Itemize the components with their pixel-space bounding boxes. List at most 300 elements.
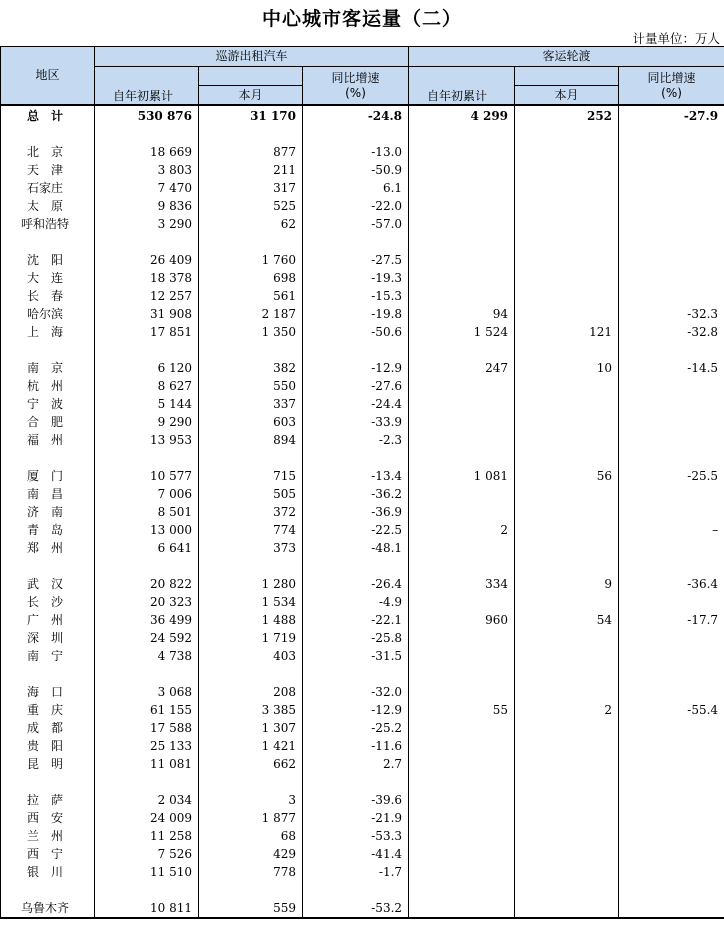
table-row bbox=[1, 161, 724, 179]
table-row bbox=[1, 611, 724, 629]
row-region: 呼和浩特 bbox=[1, 215, 95, 233]
taxi-ytd-cell: 20 323 bbox=[95, 593, 199, 611]
ferry-yoy-cell bbox=[619, 647, 724, 665]
table-row bbox=[1, 431, 724, 449]
ferry-ytd-cell bbox=[409, 485, 515, 503]
spacer-row bbox=[1, 233, 724, 251]
table-row bbox=[1, 413, 724, 431]
header-ferry-group: 客运轮渡 bbox=[409, 47, 724, 67]
taxi-month-cell: 211 bbox=[199, 161, 303, 179]
taxi-month-cell: 603 bbox=[199, 413, 303, 431]
ferry-month-cell bbox=[515, 143, 619, 161]
ferry-month-cell bbox=[515, 197, 619, 215]
ferry-yoy-cell: -27.9 bbox=[619, 105, 724, 125]
taxi-month-cell: 382 bbox=[199, 359, 303, 377]
row-region: 兰 州 bbox=[1, 827, 95, 845]
ferry-yoy-cell bbox=[619, 593, 724, 611]
ferry-ytd-cell bbox=[409, 395, 515, 413]
ferry-month-cell: 252 bbox=[515, 105, 619, 125]
taxi-month-cell: 1 488 bbox=[199, 611, 303, 629]
ferry-month-cell bbox=[515, 413, 619, 431]
ferry-month-cell bbox=[515, 647, 619, 665]
empty-cell bbox=[619, 665, 724, 683]
row-region: 石家庄 bbox=[1, 179, 95, 197]
taxi-ytd-cell: 6 641 bbox=[95, 539, 199, 557]
taxi-month-cell: 1 307 bbox=[199, 719, 303, 737]
table-row bbox=[1, 215, 724, 233]
row-region: 天 津 bbox=[1, 161, 95, 179]
row-region: 武 汉 bbox=[1, 575, 95, 593]
empty-cell bbox=[619, 125, 724, 143]
taxi-yoy-cell: -1.7 bbox=[303, 863, 409, 881]
taxi-ytd-cell: 13 000 bbox=[95, 521, 199, 539]
header-ferry-month: 本月 bbox=[515, 86, 619, 106]
row-region: 济 南 bbox=[1, 503, 95, 521]
spacer-row bbox=[1, 773, 724, 791]
ferry-month-cell: 54 bbox=[515, 611, 619, 629]
taxi-yoy-cell: -2.3 bbox=[303, 431, 409, 449]
taxi-ytd-cell: 5 144 bbox=[95, 395, 199, 413]
taxi-yoy-cell: -12.9 bbox=[303, 701, 409, 719]
ferry-month-cell bbox=[515, 377, 619, 395]
row-region: 拉 萨 bbox=[1, 791, 95, 809]
taxi-yoy-cell: -24.4 bbox=[303, 395, 409, 413]
taxi-yoy-cell: -15.3 bbox=[303, 287, 409, 305]
taxi-month-cell: 1 534 bbox=[199, 593, 303, 611]
ferry-month-cell bbox=[515, 629, 619, 647]
table-row bbox=[1, 467, 724, 485]
ferry-month-cell bbox=[515, 161, 619, 179]
taxi-yoy-cell: -25.2 bbox=[303, 719, 409, 737]
ferry-yoy-cell bbox=[619, 215, 724, 233]
passenger-volume-table bbox=[0, 46, 724, 919]
taxi-yoy-cell: -13.4 bbox=[303, 467, 409, 485]
ferry-month-cell bbox=[515, 395, 619, 413]
ferry-month-cell bbox=[515, 269, 619, 287]
ferry-month-cell bbox=[515, 251, 619, 269]
ferry-yoy-cell: -32.8 bbox=[619, 323, 724, 341]
table-row bbox=[1, 899, 724, 918]
empty-cell bbox=[303, 341, 409, 359]
taxi-ytd-cell: 18 669 bbox=[95, 143, 199, 161]
empty-cell bbox=[199, 125, 303, 143]
ferry-ytd-cell: 1 081 bbox=[409, 467, 515, 485]
row-region: 杭 州 bbox=[1, 377, 95, 395]
empty-cell bbox=[303, 449, 409, 467]
taxi-yoy-cell: -22.5 bbox=[303, 521, 409, 539]
table-row bbox=[1, 539, 724, 557]
ferry-yoy-cell bbox=[619, 539, 724, 557]
taxi-yoy-cell: -24.8 bbox=[303, 105, 409, 125]
table-row bbox=[1, 737, 724, 755]
empty-cell bbox=[409, 233, 515, 251]
ferry-ytd-cell bbox=[409, 269, 515, 287]
ferry-ytd-cell bbox=[409, 197, 515, 215]
row-region: 上 海 bbox=[1, 323, 95, 341]
taxi-month-cell: 1 719 bbox=[199, 629, 303, 647]
ferry-ytd-cell bbox=[409, 287, 515, 305]
taxi-month-cell: 372 bbox=[199, 503, 303, 521]
header-taxi-group: 巡游出租汽车 bbox=[95, 47, 409, 67]
empty-cell bbox=[1, 557, 95, 575]
empty-cell bbox=[95, 449, 199, 467]
empty-cell bbox=[199, 773, 303, 791]
taxi-yoy-cell: -57.0 bbox=[303, 215, 409, 233]
taxi-month-cell: 715 bbox=[199, 467, 303, 485]
empty-cell bbox=[199, 449, 303, 467]
taxi-month-cell: 525 bbox=[199, 197, 303, 215]
taxi-month-cell: 3 bbox=[199, 791, 303, 809]
total-row bbox=[1, 105, 724, 125]
taxi-ytd-cell: 31 908 bbox=[95, 305, 199, 323]
ferry-yoy-cell bbox=[619, 899, 724, 918]
taxi-month-cell: 2 187 bbox=[199, 305, 303, 323]
row-region: 南 昌 bbox=[1, 485, 95, 503]
empty-cell bbox=[515, 449, 619, 467]
taxi-yoy-cell: -22.1 bbox=[303, 611, 409, 629]
ferry-ytd-cell: 94 bbox=[409, 305, 515, 323]
ferry-ytd-cell: 247 bbox=[409, 359, 515, 377]
taxi-yoy-cell: 6.1 bbox=[303, 179, 409, 197]
taxi-month-cell: 1 760 bbox=[199, 251, 303, 269]
row-region: 广 州 bbox=[1, 611, 95, 629]
ferry-yoy-cell bbox=[619, 863, 724, 881]
table-row bbox=[1, 251, 724, 269]
table-row bbox=[1, 377, 724, 395]
header-taxi-ytd: 自年初累计 bbox=[95, 67, 199, 106]
ferry-yoy-cell: -36.4 bbox=[619, 575, 724, 593]
empty-cell bbox=[515, 881, 619, 899]
empty-cell bbox=[619, 557, 724, 575]
ferry-month-cell bbox=[515, 863, 619, 881]
row-region: 西 安 bbox=[1, 809, 95, 827]
table-row bbox=[1, 503, 724, 521]
taxi-yoy-cell: -39.6 bbox=[303, 791, 409, 809]
taxi-ytd-cell: 17 588 bbox=[95, 719, 199, 737]
taxi-yoy-cell: -13.0 bbox=[303, 143, 409, 161]
ferry-yoy-cell: -55.4 bbox=[619, 701, 724, 719]
empty-cell bbox=[515, 665, 619, 683]
ferry-yoy-cell bbox=[619, 683, 724, 701]
taxi-yoy-cell: -27.6 bbox=[303, 377, 409, 395]
row-region: 福 州 bbox=[1, 431, 95, 449]
taxi-ytd-cell: 61 155 bbox=[95, 701, 199, 719]
empty-cell bbox=[199, 665, 303, 683]
taxi-ytd-cell: 6 120 bbox=[95, 359, 199, 377]
empty-cell bbox=[515, 341, 619, 359]
taxi-month-cell: 894 bbox=[199, 431, 303, 449]
taxi-month-cell: 317 bbox=[199, 179, 303, 197]
empty-cell bbox=[1, 125, 95, 143]
taxi-yoy-cell: -19.3 bbox=[303, 269, 409, 287]
table-row bbox=[1, 647, 724, 665]
table-row bbox=[1, 755, 724, 773]
taxi-ytd-cell: 20 822 bbox=[95, 575, 199, 593]
table-row bbox=[1, 629, 724, 647]
taxi-month-cell: 373 bbox=[199, 539, 303, 557]
ferry-yoy-cell bbox=[619, 179, 724, 197]
ferry-yoy-cell bbox=[619, 431, 724, 449]
table-row bbox=[1, 521, 724, 539]
ferry-ytd-cell bbox=[409, 827, 515, 845]
ferry-ytd-cell bbox=[409, 413, 515, 431]
ferry-yoy-cell bbox=[619, 413, 724, 431]
ferry-ytd-cell bbox=[409, 593, 515, 611]
taxi-yoy-cell: -12.9 bbox=[303, 359, 409, 377]
taxi-yoy-cell: -33.9 bbox=[303, 413, 409, 431]
empty-cell bbox=[619, 233, 724, 251]
taxi-ytd-cell: 26 409 bbox=[95, 251, 199, 269]
taxi-ytd-cell: 25 133 bbox=[95, 737, 199, 755]
taxi-ytd-cell: 3 290 bbox=[95, 215, 199, 233]
table-row bbox=[1, 827, 724, 845]
taxi-month-cell: 561 bbox=[199, 287, 303, 305]
ferry-ytd-cell bbox=[409, 431, 515, 449]
table-row bbox=[1, 863, 724, 881]
taxi-yoy-cell: -48.1 bbox=[303, 539, 409, 557]
ferry-yoy-cell: – bbox=[619, 521, 724, 539]
ferry-month-cell: 10 bbox=[515, 359, 619, 377]
ferry-ytd-cell bbox=[409, 503, 515, 521]
ferry-month-cell bbox=[515, 809, 619, 827]
ferry-ytd-cell bbox=[409, 791, 515, 809]
taxi-month-cell: 208 bbox=[199, 683, 303, 701]
ferry-ytd-cell bbox=[409, 683, 515, 701]
ferry-ytd-cell bbox=[409, 215, 515, 233]
table-row bbox=[1, 197, 724, 215]
ferry-yoy-cell bbox=[619, 737, 724, 755]
taxi-month-cell: 774 bbox=[199, 521, 303, 539]
table-row bbox=[1, 845, 724, 863]
table-row bbox=[1, 701, 724, 719]
ferry-ytd-cell: 2 bbox=[409, 521, 515, 539]
table-row bbox=[1, 269, 724, 287]
taxi-ytd-cell: 36 499 bbox=[95, 611, 199, 629]
ferry-month-cell bbox=[515, 683, 619, 701]
empty-cell bbox=[515, 557, 619, 575]
header-region: 地区 bbox=[1, 47, 95, 106]
ferry-yoy-cell bbox=[619, 161, 724, 179]
header-ferry-ytd: 自年初累计 bbox=[409, 67, 515, 106]
table-row bbox=[1, 143, 724, 161]
row-region: 长 春 bbox=[1, 287, 95, 305]
empty-cell bbox=[619, 773, 724, 791]
empty-cell bbox=[619, 881, 724, 899]
taxi-ytd-cell: 3 803 bbox=[95, 161, 199, 179]
table-row bbox=[1, 287, 724, 305]
ferry-yoy-cell: -17.7 bbox=[619, 611, 724, 629]
empty-cell bbox=[199, 233, 303, 251]
unit-note: 计量单位：万人 bbox=[632, 31, 720, 46]
empty-cell bbox=[95, 341, 199, 359]
row-region: 合 肥 bbox=[1, 413, 95, 431]
ferry-ytd-cell bbox=[409, 863, 515, 881]
row-region: 郑 州 bbox=[1, 539, 95, 557]
spacer-row bbox=[1, 665, 724, 683]
taxi-month-cell: 877 bbox=[199, 143, 303, 161]
empty-cell bbox=[409, 881, 515, 899]
taxi-ytd-cell: 8 501 bbox=[95, 503, 199, 521]
ferry-yoy-cell bbox=[619, 809, 724, 827]
header-taxi-month: 本月 bbox=[199, 86, 303, 106]
ferry-yoy-cell bbox=[619, 503, 724, 521]
taxi-month-cell: 1 421 bbox=[199, 737, 303, 755]
row-region: 北 京 bbox=[1, 143, 95, 161]
taxi-month-cell: 1 877 bbox=[199, 809, 303, 827]
row-region: 乌鲁木齐 bbox=[1, 899, 95, 918]
ferry-month-cell bbox=[515, 737, 619, 755]
ferry-yoy-cell: -14.5 bbox=[619, 359, 724, 377]
taxi-yoy-cell: -26.4 bbox=[303, 575, 409, 593]
empty-cell bbox=[619, 341, 724, 359]
ferry-ytd-cell bbox=[409, 845, 515, 863]
ferry-month-cell: 121 bbox=[515, 323, 619, 341]
page-title: 中心城市客运量（二） bbox=[261, 8, 462, 30]
ferry-ytd-cell bbox=[409, 899, 515, 918]
taxi-month-cell: 550 bbox=[199, 377, 303, 395]
taxi-month-cell: 62 bbox=[199, 215, 303, 233]
taxi-yoy-cell: -22.0 bbox=[303, 197, 409, 215]
ferry-yoy-cell bbox=[619, 629, 724, 647]
empty-cell bbox=[303, 233, 409, 251]
empty-cell bbox=[409, 341, 515, 359]
taxi-month-cell: 1 350 bbox=[199, 323, 303, 341]
taxi-yoy-cell: -32.0 bbox=[303, 683, 409, 701]
ferry-yoy-cell bbox=[619, 755, 724, 773]
ferry-month-cell: 9 bbox=[515, 575, 619, 593]
header-taxi-ytd-spacer bbox=[199, 67, 303, 86]
ferry-yoy-cell bbox=[619, 395, 724, 413]
ferry-yoy-cell bbox=[619, 791, 724, 809]
empty-cell bbox=[1, 341, 95, 359]
ferry-month-cell bbox=[515, 719, 619, 737]
ferry-yoy-cell bbox=[619, 827, 724, 845]
row-region: 青 岛 bbox=[1, 521, 95, 539]
table-row bbox=[1, 359, 724, 377]
ferry-month-cell bbox=[515, 305, 619, 323]
ferry-ytd-cell bbox=[409, 179, 515, 197]
taxi-month-cell: 778 bbox=[199, 863, 303, 881]
empty-cell bbox=[95, 665, 199, 683]
ferry-ytd-cell bbox=[409, 737, 515, 755]
ferry-month-cell bbox=[515, 215, 619, 233]
header-ferry-ytd-spacer bbox=[515, 67, 619, 86]
row-region: 贵 阳 bbox=[1, 737, 95, 755]
header-ferry-yoy: 同比增速 (%) bbox=[619, 67, 724, 106]
empty-cell bbox=[303, 665, 409, 683]
ferry-ytd-cell bbox=[409, 143, 515, 161]
taxi-month-cell: 559 bbox=[199, 899, 303, 918]
empty-cell bbox=[303, 125, 409, 143]
taxi-month-cell: 505 bbox=[199, 485, 303, 503]
row-region: 南 宁 bbox=[1, 647, 95, 665]
ferry-ytd-cell: 334 bbox=[409, 575, 515, 593]
row-region: 南 京 bbox=[1, 359, 95, 377]
empty-cell bbox=[515, 233, 619, 251]
ferry-month-cell bbox=[515, 521, 619, 539]
taxi-month-cell: 403 bbox=[199, 647, 303, 665]
taxi-ytd-cell: 11 510 bbox=[95, 863, 199, 881]
table-body bbox=[1, 105, 724, 918]
taxi-ytd-cell: 7 470 bbox=[95, 179, 199, 197]
empty-cell bbox=[95, 233, 199, 251]
row-region: 哈尔滨 bbox=[1, 305, 95, 323]
ferry-yoy-cell bbox=[619, 251, 724, 269]
taxi-ytd-cell: 8 627 bbox=[95, 377, 199, 395]
table-row bbox=[1, 683, 724, 701]
taxi-ytd-cell: 11 258 bbox=[95, 827, 199, 845]
taxi-ytd-cell: 17 851 bbox=[95, 323, 199, 341]
spacer-row bbox=[1, 881, 724, 899]
taxi-yoy-cell: -19.8 bbox=[303, 305, 409, 323]
taxi-month-cell: 68 bbox=[199, 827, 303, 845]
ferry-month-cell bbox=[515, 539, 619, 557]
ferry-yoy-cell: -25.5 bbox=[619, 467, 724, 485]
ferry-ytd-cell: 1 524 bbox=[409, 323, 515, 341]
table-row bbox=[1, 791, 724, 809]
empty-cell bbox=[515, 773, 619, 791]
taxi-ytd-cell: 4 738 bbox=[95, 647, 199, 665]
ferry-yoy-cell bbox=[619, 143, 724, 161]
empty-cell bbox=[95, 881, 199, 899]
taxi-month-cell: 698 bbox=[199, 269, 303, 287]
ferry-month-cell bbox=[515, 899, 619, 918]
taxi-ytd-cell: 3 068 bbox=[95, 683, 199, 701]
taxi-month-cell: 1 280 bbox=[199, 575, 303, 593]
row-region: 长 沙 bbox=[1, 593, 95, 611]
taxi-yoy-cell: -36.2 bbox=[303, 485, 409, 503]
empty-cell bbox=[1, 881, 95, 899]
ferry-ytd-cell bbox=[409, 647, 515, 665]
empty-cell bbox=[199, 341, 303, 359]
spacer-row bbox=[1, 449, 724, 467]
taxi-ytd-cell: 10 577 bbox=[95, 467, 199, 485]
taxi-ytd-cell: 18 378 bbox=[95, 269, 199, 287]
ferry-yoy-cell bbox=[619, 719, 724, 737]
row-region: 总 计 bbox=[1, 105, 95, 125]
ferry-yoy-cell bbox=[619, 197, 724, 215]
ferry-ytd-cell bbox=[409, 539, 515, 557]
taxi-yoy-cell: -41.4 bbox=[303, 845, 409, 863]
row-region: 沈 阳 bbox=[1, 251, 95, 269]
ferry-ytd-cell bbox=[409, 161, 515, 179]
ferry-yoy-cell bbox=[619, 845, 724, 863]
ferry-month-cell: 56 bbox=[515, 467, 619, 485]
taxi-ytd-cell: 24 592 bbox=[95, 629, 199, 647]
empty-cell bbox=[95, 125, 199, 143]
empty-cell bbox=[303, 881, 409, 899]
taxi-month-cell: 429 bbox=[199, 845, 303, 863]
empty-cell bbox=[409, 773, 515, 791]
empty-cell bbox=[95, 773, 199, 791]
empty-cell bbox=[619, 449, 724, 467]
row-region: 深 圳 bbox=[1, 629, 95, 647]
empty-cell bbox=[303, 557, 409, 575]
table-row bbox=[1, 719, 724, 737]
ferry-month-cell bbox=[515, 503, 619, 521]
taxi-ytd-cell: 12 257 bbox=[95, 287, 199, 305]
taxi-yoy-cell: -36.9 bbox=[303, 503, 409, 521]
taxi-yoy-cell: -25.8 bbox=[303, 629, 409, 647]
row-region: 西 宁 bbox=[1, 845, 95, 863]
taxi-yoy-cell: -53.3 bbox=[303, 827, 409, 845]
empty-cell bbox=[1, 773, 95, 791]
taxi-yoy-cell: -53.2 bbox=[303, 899, 409, 918]
row-region: 重 庆 bbox=[1, 701, 95, 719]
taxi-ytd-cell: 7 006 bbox=[95, 485, 199, 503]
row-region: 成 都 bbox=[1, 719, 95, 737]
ferry-ytd-cell bbox=[409, 629, 515, 647]
